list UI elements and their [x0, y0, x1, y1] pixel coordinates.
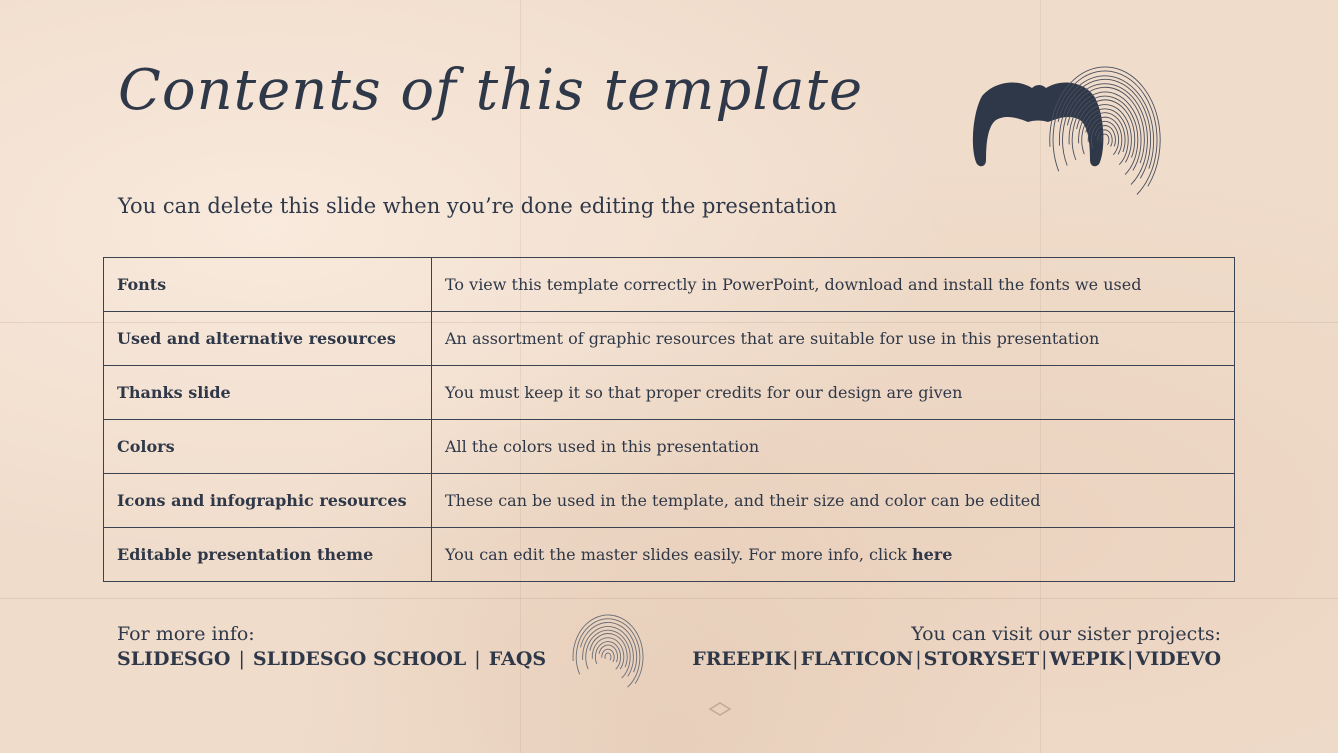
fingerprint-ridge: [602, 649, 614, 662]
contents-table: [103, 257, 1235, 582]
row-key: Thanks slide: [104, 366, 432, 420]
row-key: Icons and infographic resources: [104, 474, 432, 528]
separator: |: [232, 648, 251, 670]
row-key: Colors: [104, 420, 432, 474]
separator: |: [468, 648, 487, 670]
fingerprint-ridge: [605, 653, 611, 660]
footer-sister-projects-label: You can visit our sister projects:: [911, 623, 1221, 645]
row-description: To view this template correctly in PowerPoint, download and install the fonts we used: [432, 258, 1235, 312]
table-row: [104, 258, 1235, 312]
row-description: An assortment of graphic resources that are suitable for use in this presentation: [432, 312, 1235, 366]
row-description: These can be used in the template, and their size and color can be edited: [432, 474, 1235, 528]
slidesgo-school-link[interactable]: SLIDESGO SCHOOL: [252, 648, 467, 670]
row-description: All the colors used in this presentation: [432, 420, 1235, 474]
table-row: [104, 474, 1235, 528]
slide-title: Contents of this template: [118, 58, 864, 123]
storyset-link[interactable]: STORYSET: [923, 648, 1040, 670]
fingerprint-ridge: [1101, 134, 1109, 145]
fingerprint-ridge: [595, 642, 620, 670]
here-link[interactable]: here: [911, 545, 953, 564]
footer-sister-projects-links: [692, 646, 1221, 672]
separator: |: [792, 648, 799, 670]
fingerprint-ridge: [1079, 105, 1132, 163]
fingerprint-ridge: [590, 634, 627, 668]
table-row: [104, 366, 1235, 420]
fingerprint-ridge: [583, 626, 634, 676]
slidesgo-link[interactable]: SLIDESGO: [117, 648, 231, 670]
fingerprint-ridge: [1091, 121, 1118, 154]
fingerprint-ridge: [1098, 130, 1112, 147]
fingerprint-ridge: [1086, 113, 1125, 152]
fingerprint-icon: [1043, 50, 1163, 208]
footer-sister-projects: [692, 622, 1221, 672]
separator: |: [915, 648, 922, 670]
faqs-link[interactable]: FAQS: [488, 648, 547, 670]
row-key: Fonts: [104, 258, 432, 312]
freepik-link[interactable]: FREEPIK: [692, 648, 791, 670]
paper-crease: [0, 598, 1338, 599]
footer-more-info-links: [117, 646, 546, 672]
row-key: Used and alternative resources: [104, 312, 432, 366]
row-description-text: You can edit the master slides easily. For more info, click: [445, 545, 912, 564]
row-description: You must keep it so that proper credits for our design are given: [432, 366, 1235, 420]
videvo-link[interactable]: VIDEVO: [1135, 648, 1221, 670]
fingerprint-small-icon: [566, 603, 650, 699]
table-row: [104, 312, 1235, 366]
footer-more-info-label: For more info:: [117, 623, 255, 645]
wepik-link[interactable]: WEPIK: [1049, 648, 1126, 670]
table-row: [104, 420, 1235, 474]
table-row: [104, 528, 1235, 582]
footer-more-info: [117, 622, 546, 672]
slide-subtitle: You can delete this slide when you’re done editing the presentation: [118, 194, 837, 218]
flaticon-link[interactable]: FLATICON: [800, 648, 914, 670]
row-description: [432, 528, 1235, 582]
separator: |: [1127, 648, 1134, 670]
diamond-icon: [708, 701, 732, 717]
fingerprint-ridge: [599, 645, 618, 662]
row-key: Editable presentation theme: [104, 528, 432, 582]
separator: |: [1041, 648, 1048, 670]
